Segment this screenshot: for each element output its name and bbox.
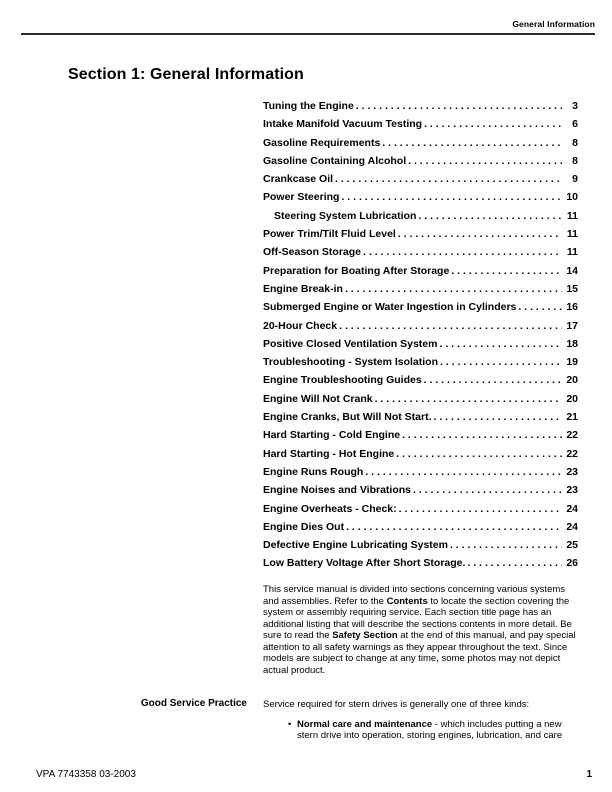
page-number: 1 — [586, 769, 592, 780]
toc-page-number: 11 — [566, 228, 578, 241]
running-header: General Information — [512, 19, 595, 29]
toc-leader-dots — [408, 152, 562, 170]
header-rule — [21, 33, 595, 35]
toc-page-number: 9 — [572, 173, 578, 186]
toc-entry — [263, 536, 578, 554]
toc-page-number: 20 — [566, 392, 578, 405]
toc-page-number: 23 — [566, 465, 578, 478]
toc-entry-title: Engine Will Not Crank — [263, 392, 373, 405]
toc-page-number: 21 — [566, 411, 578, 424]
toc-leader-dots — [399, 500, 562, 518]
toc-entry-title: Power Trim/Tilt Fluid Level — [263, 228, 396, 241]
table-of-contents — [263, 97, 578, 573]
toc-page-number: 17 — [566, 319, 578, 332]
toc-entry — [263, 152, 578, 170]
toc-page-number: 22 — [566, 447, 578, 460]
toc-entry — [263, 280, 578, 298]
toc-entry — [263, 243, 578, 261]
toc-entry-sub — [263, 207, 578, 225]
toc-entry-title: Intake Manifold Vacuum Testing — [263, 118, 423, 131]
toc-entry-title: Engine Cranks, But Will Not Start. — [263, 411, 432, 424]
toc-entry — [263, 317, 578, 335]
intro-text-segment: This service manual is divided into sections concerning various systems and assemblies. Refer to the — [263, 584, 566, 607]
toc-entry-title: Gasoline Containing Alcohol — [263, 154, 407, 167]
toc-entry-title: Engine Dies Out — [263, 520, 345, 533]
bullet-text: - which includes putting a new stern drive into operation, storing engines, lubrication, and care — [297, 718, 563, 741]
toc-entry-title: Engine Break-in — [263, 282, 343, 295]
toc-entry-title: Steering System Lubrication — [274, 209, 417, 222]
toc-entry — [263, 463, 578, 481]
toc-page-number: 20 — [566, 374, 578, 387]
toc-entry — [263, 97, 578, 115]
intro-text-segment: to locate the section covering the system or assembly requiring service. Each section title page has an additional listing that will describe the sections contents in more detail. Be sure to read the — [263, 595, 572, 641]
toc-page-number: 18 — [566, 337, 578, 350]
good-service-practice-body — [263, 699, 579, 742]
toc-page-number: 14 — [566, 264, 578, 277]
toc-entry-title: Positive Closed Ventilation System — [263, 337, 438, 350]
toc-leader-dots — [396, 445, 562, 463]
toc-page-number: 24 — [566, 520, 578, 533]
toc-entry — [263, 134, 578, 152]
toc-leader-dots — [424, 115, 562, 133]
toc-entry-title: Low Battery Voltage After Short Storage. — [263, 557, 466, 570]
toc-leader-dots — [439, 335, 562, 353]
toc-entry — [263, 408, 578, 426]
toc-entry — [263, 335, 578, 353]
toc-entry — [263, 298, 578, 316]
toc-entry-title: Defective Engine Lubricating System — [263, 539, 448, 552]
toc-leader-dots — [424, 371, 562, 389]
toc-entry-title: Engine Overheats - Check: — [263, 502, 397, 515]
toc-entry-title: Engine Noises and Vibrations — [263, 484, 412, 497]
toc-page-number: 3 — [572, 100, 578, 112]
toc-entry — [263, 371, 578, 389]
good-service-practice-label: Good Service Practice — [140, 698, 247, 709]
intro-paragraph — [263, 584, 579, 676]
toc-leader-dots — [402, 426, 562, 444]
toc-entry-title: Troubleshooting - System Isolation — [263, 356, 439, 369]
toc-leader-dots — [346, 518, 562, 536]
toc-entry-title: Power Steering — [263, 191, 340, 204]
toc-entry — [263, 426, 578, 444]
toc-entry-title: Tuning the Engine — [263, 100, 354, 112]
contents-bold-ref: Contents — [386, 595, 428, 607]
safety-section-bold-ref: Safety Section — [332, 630, 398, 641]
toc-entry — [263, 481, 578, 499]
toc-page-number: 23 — [566, 484, 578, 497]
toc-entry — [263, 518, 578, 536]
toc-leader-dots — [440, 353, 562, 371]
toc-page-number: 25 — [566, 539, 578, 552]
toc-leader-dots — [339, 317, 562, 335]
toc-page-number: 10 — [566, 191, 578, 204]
toc-entry — [263, 170, 578, 188]
toc-page-number: 15 — [566, 282, 578, 295]
toc-leader-dots — [365, 463, 562, 481]
toc-page-number: 16 — [566, 301, 578, 314]
toc-page-number: 6 — [572, 118, 578, 131]
toc-entry-title: Submerged Engine or Water Ingestion in Cylinders — [263, 301, 517, 314]
intro-text-segment: at the end of this manual, and pay special attention to all safety warnings as they appear throughout the text. Since models are subject to change at any time, some photos may not depict actual product. — [263, 630, 576, 676]
toc-leader-dots — [398, 225, 562, 243]
toc-entry-title: Gasoline Requirements — [263, 136, 381, 149]
toc-page-number: 24 — [566, 502, 578, 515]
toc-page-number: 8 — [572, 154, 578, 167]
toc-entry-title: Preparation for Boating After Storage — [263, 264, 450, 277]
toc-entry — [263, 353, 578, 371]
toc-entry-title: Engine Troubleshooting Guides — [263, 374, 422, 387]
toc-entry — [263, 188, 578, 206]
bullet-term-bold: Normal care and maintenance — [297, 718, 433, 730]
toc-leader-dots — [413, 481, 562, 499]
toc-entry-title: Engine Runs Rough — [263, 465, 364, 478]
document-number: VPA 7743358 03-2003 — [36, 769, 136, 780]
section-title: Section 1: General Information — [68, 66, 304, 83]
toc-entry-title: Off-Season Storage — [263, 246, 362, 259]
toc-page-number: 11 — [566, 209, 578, 222]
toc-entry — [263, 115, 578, 133]
toc-entry — [263, 445, 578, 463]
toc-leader-dots — [451, 262, 562, 280]
toc-entry — [263, 390, 578, 408]
toc-page-number: 8 — [572, 136, 578, 149]
service-kinds-intro: Service required for stern drives is generally one of three kinds: — [263, 699, 530, 710]
toc-leader-dots — [375, 390, 562, 408]
toc-entry — [263, 500, 578, 518]
toc-leader-dots — [450, 536, 562, 554]
toc-leader-dots — [518, 298, 562, 316]
toc-leader-dots — [467, 554, 562, 572]
toc-leader-dots — [363, 243, 562, 261]
toc-entry-title: Hard Starting - Cold Engine — [263, 429, 401, 442]
toc-page-number: 26 — [566, 557, 578, 570]
toc-leader-dots — [345, 280, 562, 298]
toc-page-number: 11 — [566, 246, 578, 259]
toc-entry-title: Hard Starting - Hot Engine — [263, 447, 395, 460]
toc-leader-dots — [341, 188, 562, 206]
toc-entry — [263, 554, 578, 572]
toc-page-number: 22 — [566, 429, 578, 442]
toc-page-number: 19 — [566, 356, 578, 369]
toc-entry — [263, 225, 578, 243]
toc-entry-title: 20-Hour Check — [263, 319, 338, 332]
toc-entry — [263, 262, 578, 280]
bullet-item — [288, 719, 579, 742]
toc-leader-dots — [434, 408, 562, 426]
toc-entry-title: Crankcase Oil — [263, 173, 334, 186]
toc-leader-dots — [356, 97, 562, 115]
toc-leader-dots — [382, 134, 562, 152]
toc-leader-dots — [335, 170, 562, 188]
toc-leader-dots — [418, 207, 562, 225]
